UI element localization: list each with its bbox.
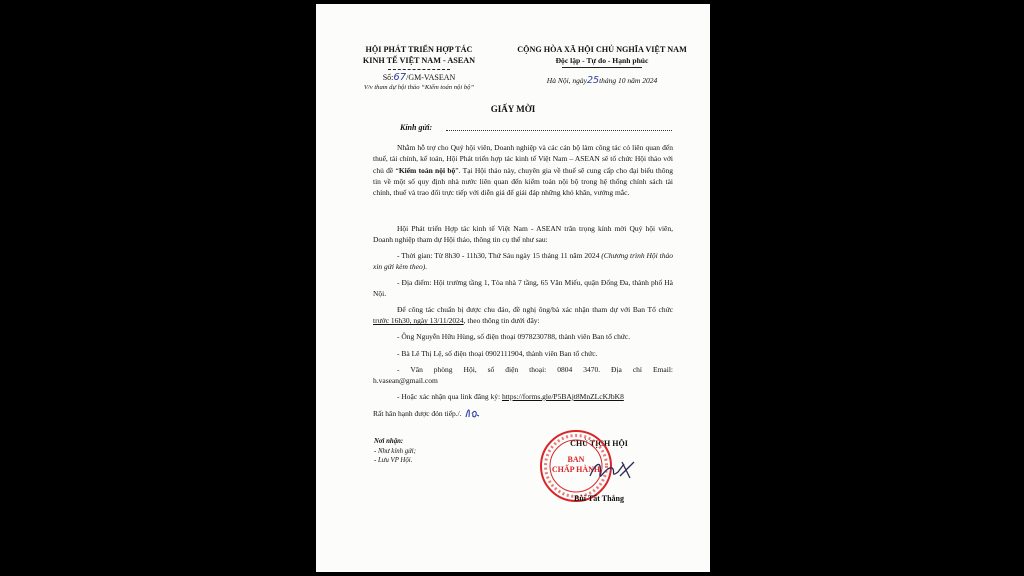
seminar-topic: Kiểm toán nội bộ <box>398 165 456 175</box>
time-paragraph <box>373 250 673 273</box>
event-time: - Thời gian: Từ 8h30 - 11h30, Thứ Sáu ngày 15 tháng 11 năm 2024 <box>397 251 600 260</box>
invitation-paragraph: Hội Phát triển Hợp tác kinh tế Việt Nam - ASEAN trân trọng kính mời Quý hội viên, Doanh nghiệp tham dự Hội thảo, thông tin cụ thể như sau: <box>373 224 673 245</box>
confirm-deadline: trước 16h30, ngày 13/11/2024 <box>373 316 464 326</box>
stamp-line1: BAN <box>567 455 585 464</box>
document-title: GIẤY MỜI <box>490 104 536 114</box>
recipients-block <box>374 437 494 466</box>
recipients-label: Nơi nhận: <box>374 438 404 445</box>
motto-underline <box>562 67 642 68</box>
org-name <box>344 44 494 66</box>
closing-line: Rất hân hạnh được đón tiếp./. <box>373 406 573 420</box>
intro-paragraph: Nhằm hỗ trợ cho Quý hội viên, Doanh nghiệp và các cán bộ làm công tác có liên quan đến thuế, tài chính, kế toán, Hội Phát triển hợp tác kinh tế Việt Nam – ASEAN sẽ tổ chức Hội thảo với chủ đề “Kiểm toán nội bộ”. Tại Hội thảo này, chuyên gia về thuế sẽ cung cấp cho đại biểu thông tin về một số quy định nhà nước liên quan đến kiểm toán nội bộ trong hệ thống chính sách tài chính, thuế và trao đổi trực tiếp với diễn giả để giải đáp những khó khăn, vướng mắc. <box>373 143 673 198</box>
signature-icon <box>586 456 638 486</box>
national-title: CỘNG HÒA XÃ HỘI CHỦ NGHĨA VIỆT NAM <box>517 45 687 54</box>
org-underline <box>388 69 450 70</box>
contact-2: - Bà Lê Thị Lệ, số điện thoại 0902111904, thành viên Ban tổ chức. <box>397 349 598 358</box>
contact-1: - Ông Nguyễn Hữu Hùng, số điện thoại 0978230788, thành viên Ban tổ chức. <box>397 332 631 341</box>
initials-mark-icon <box>464 406 484 420</box>
event-place: - Địa điểm: Hội trường tầng 1, Tòa nhà 7 tầng, 65 Văn Miếu, quận Đống Đa, thành phố Hà Nội. <box>373 278 673 299</box>
registration-link[interactable]: https://forms.gle/P5BAjt8MnZLcKJbK8 <box>501 392 624 401</box>
office-email[interactable]: h.vasean@gmail.com <box>373 376 438 385</box>
signer-name: Bùi Tất Thắng <box>574 494 624 503</box>
document-date: Hà Nội, ngày25tháng 10 năm 2024 <box>546 75 658 86</box>
greeting-label: Kính gửi: <box>400 123 433 132</box>
confirm-paragraph: Để công tác chuẩn bị được chu đáo, đề nghị ông/bà xác nhận tham dự với Ban Tổ chức trước 16h30, ngày 13/11/2024, theo thông tin dưới đây: <box>373 305 673 326</box>
handwritten-number: 67 <box>393 72 407 83</box>
org-name-line1: HỘI PHÁT TRIỂN HỢP TÁC <box>365 45 473 54</box>
document-page <box>316 4 710 572</box>
handwritten-day: 25 <box>587 75 600 86</box>
document-subject: V/v tham dự hội thảo “Kiểm toán nội bộ” <box>363 84 475 91</box>
recipient-item: - Lưu VP Hội. <box>374 457 413 464</box>
greeting-dotted-line <box>446 130 672 131</box>
stamp-line2: CHẤP HÀNH <box>551 465 601 474</box>
program-note: (Chương trình Hội thảo xin gửi kèm theo). <box>373 251 674 272</box>
office-contact: - Văn phòng Hội, số điện thoại: 0804 3470. Địa chỉ Email: <box>397 365 673 374</box>
registration-line: - Hoặc xác nhận qua link đăng ký: https://forms.gle/P5BAjt8MnZLcKJbK8 <box>397 392 624 401</box>
recipient-item: - Như kính gửi; <box>374 447 416 455</box>
document-number: Số:67/GM-VASEAN <box>382 72 456 83</box>
signature-title: CHỦ TỊCH HỘI <box>570 439 628 448</box>
org-name-line2: KINH TẾ VIỆT NAM - ASEAN <box>362 56 476 65</box>
national-motto: Độc lập - Tự do - Hạnh phúc <box>555 56 649 65</box>
